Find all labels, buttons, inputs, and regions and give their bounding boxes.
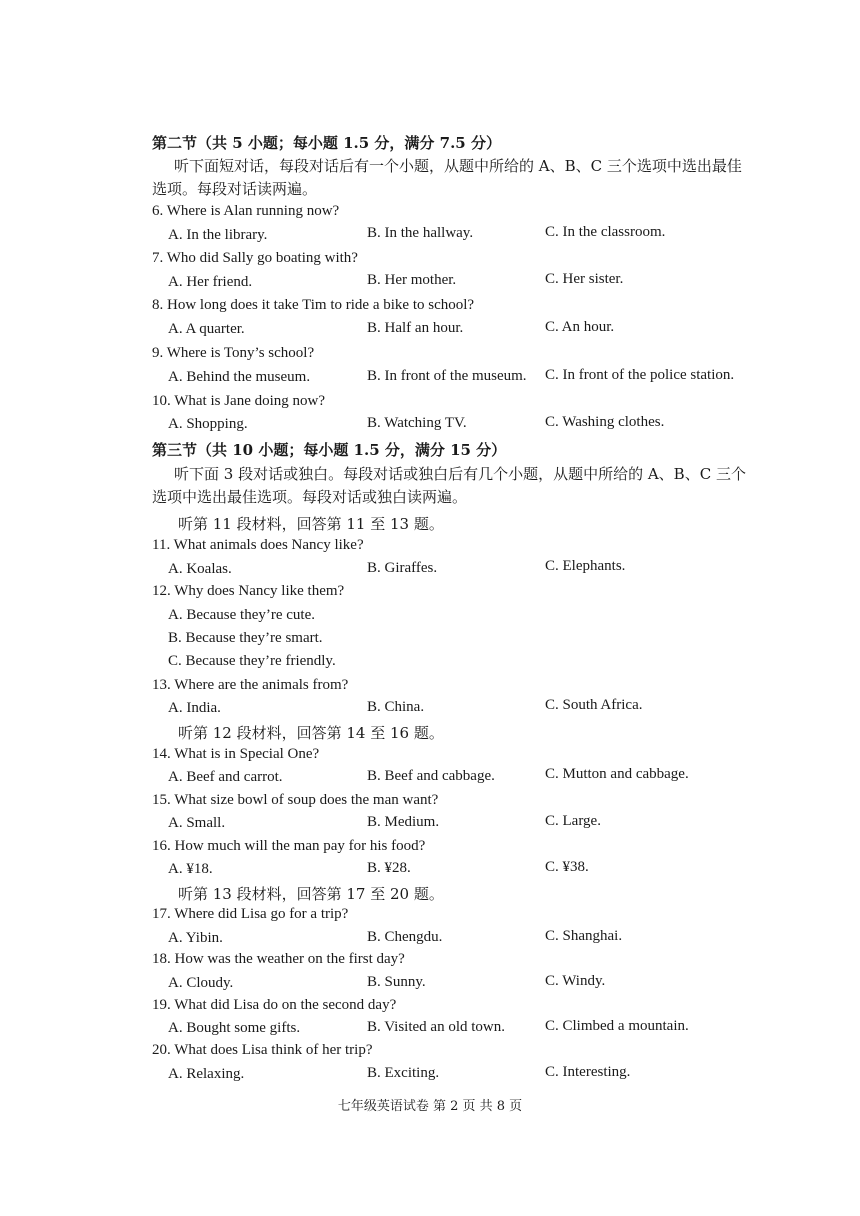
question-13: 13. Where are the animals from? [152, 677, 349, 693]
q18-option-c: C. Windy. [545, 973, 606, 989]
q12-option-a: A. Because they’re cute. [168, 607, 316, 623]
q12-option-c: C. Because they’re friendly. [168, 653, 336, 669]
q13-option-b: B. China. [367, 699, 425, 715]
q16-option-b: B. ¥28. [367, 860, 411, 876]
q14-option-a: A. Beef and carrot. [168, 769, 283, 785]
q6-option-a: A. In the library. [168, 227, 268, 243]
question-16: 16. How much will the man pay for his food? [152, 838, 426, 854]
q13-option-a: A. India. [168, 700, 221, 716]
q14-option-b: B. Beef and cabbage. [367, 768, 495, 784]
q14-option-c: C. Mutton and cabbage. [545, 766, 689, 782]
q15-option-a: A. Small. [168, 815, 226, 831]
section2-instruction: 听下面短对话，每段对话后有一个小题，从题中所给的 A、B、C 三个选项中选出最佳选项。每段对话读两遍。 [152, 157, 742, 198]
q18-option-a: A. Cloudy. [168, 975, 234, 991]
question-20: 20. What does Lisa think of her trip? [152, 1042, 373, 1058]
q9-option-a: A. Behind the museum. [168, 369, 311, 385]
q7-option-c: C. Her sister. [545, 271, 624, 287]
q15-option-b: B. Medium. [367, 814, 440, 830]
question-14: 14. What is in Special One? [152, 746, 320, 762]
q19-option-a: A. Bought some gifts. [168, 1020, 301, 1036]
q11-option-a: A. Koalas. [168, 561, 232, 577]
q11-option-b: B. Giraffes. [367, 560, 438, 576]
q7-option-a: A. Her friend. [168, 274, 253, 290]
q10-option-c: C. Washing clothes. [545, 414, 665, 430]
q19-option-c: C. Climbed a mountain. [545, 1018, 689, 1034]
q16-option-a: A. ¥18. [168, 861, 213, 877]
question-7: 7. Who did Sally go boating with? [152, 250, 358, 266]
material-12-heading: 听第 12 段材料，回答第 14 至 16 题。 [178, 724, 444, 742]
q9-option-b: B. In front of the museum. [367, 368, 527, 384]
q8-option-a: A. A quarter. [168, 321, 245, 337]
q8-option-b: B. Half an hour. [367, 320, 464, 336]
question-15: 15. What size bowl of soup does the man want? [152, 792, 439, 808]
q17-option-c: C. Shanghai. [545, 928, 623, 944]
q7-option-b: B. Her mother. [367, 272, 457, 288]
q20-option-b: B. Exciting. [367, 1065, 440, 1081]
question-9: 9. Where is Tony’s school? [152, 345, 315, 361]
question-6: 6. Where is Alan running now? [152, 203, 340, 219]
q9-option-c: C. In front of the police station. [545, 367, 735, 383]
q6-option-b: B. In the hallway. [367, 225, 474, 241]
q17-option-b: B. Chengdu. [367, 929, 443, 945]
section3-title: 第三节（共 10 小题；每小题 1.5 分，满分 15 分） [152, 441, 507, 459]
page-footer: 七年级英语试卷 第 2 页 共 8 页 [337, 1099, 523, 1114]
q20-option-a: A. Relaxing. [168, 1066, 245, 1082]
q10-option-a: A. Shopping. [168, 416, 248, 432]
q16-option-c: C. ¥38. [545, 859, 589, 875]
question-8: 8. How long does it take Tim to ride a bike to school? [152, 297, 475, 313]
material-13-heading: 听第 13 段材料，回答第 17 至 20 题。 [178, 885, 444, 903]
question-19: 19. What did Lisa do on the second day? [152, 997, 397, 1013]
q17-option-a: A. Yibin. [168, 930, 223, 946]
section3-instruction: 听下面 3 段对话或独白。每段对话或独白后有几个小题，从题中所给的 A、B、C 三个选项中选出最佳选项。每段对话或独白读两遍。 [152, 465, 746, 506]
question-11: 11. What animals does Nancy like? [152, 537, 364, 553]
q11-option-c: C. Elephants. [545, 558, 626, 574]
material-11-heading: 听第 11 段材料，回答第 11 至 13 题。 [178, 515, 444, 533]
q20-option-c: C. Interesting. [545, 1064, 631, 1080]
q8-option-c: C. An hour. [545, 319, 615, 335]
question-18: 18. How was the weather on the first day? [152, 951, 405, 967]
question-12: 12. Why does Nancy like them? [152, 583, 345, 599]
q10-option-b: B. Watching TV. [367, 415, 467, 431]
q19-option-b: B. Visited an old town. [367, 1019, 505, 1035]
question-17: 17. Where did Lisa go for a trip? [152, 906, 349, 922]
q13-option-c: C. South Africa. [545, 697, 643, 713]
section2-title: 第二节（共 5 小题；每小题 1.5 分，满分 7.5 分） [152, 134, 501, 152]
q15-option-c: C. Large. [545, 813, 601, 829]
q18-option-b: B. Sunny. [367, 974, 426, 990]
question-10: 10. What is Jane doing now? [152, 393, 326, 409]
q6-option-c: C. In the classroom. [545, 224, 666, 240]
q12-option-b: B. Because they’re smart. [168, 630, 323, 646]
